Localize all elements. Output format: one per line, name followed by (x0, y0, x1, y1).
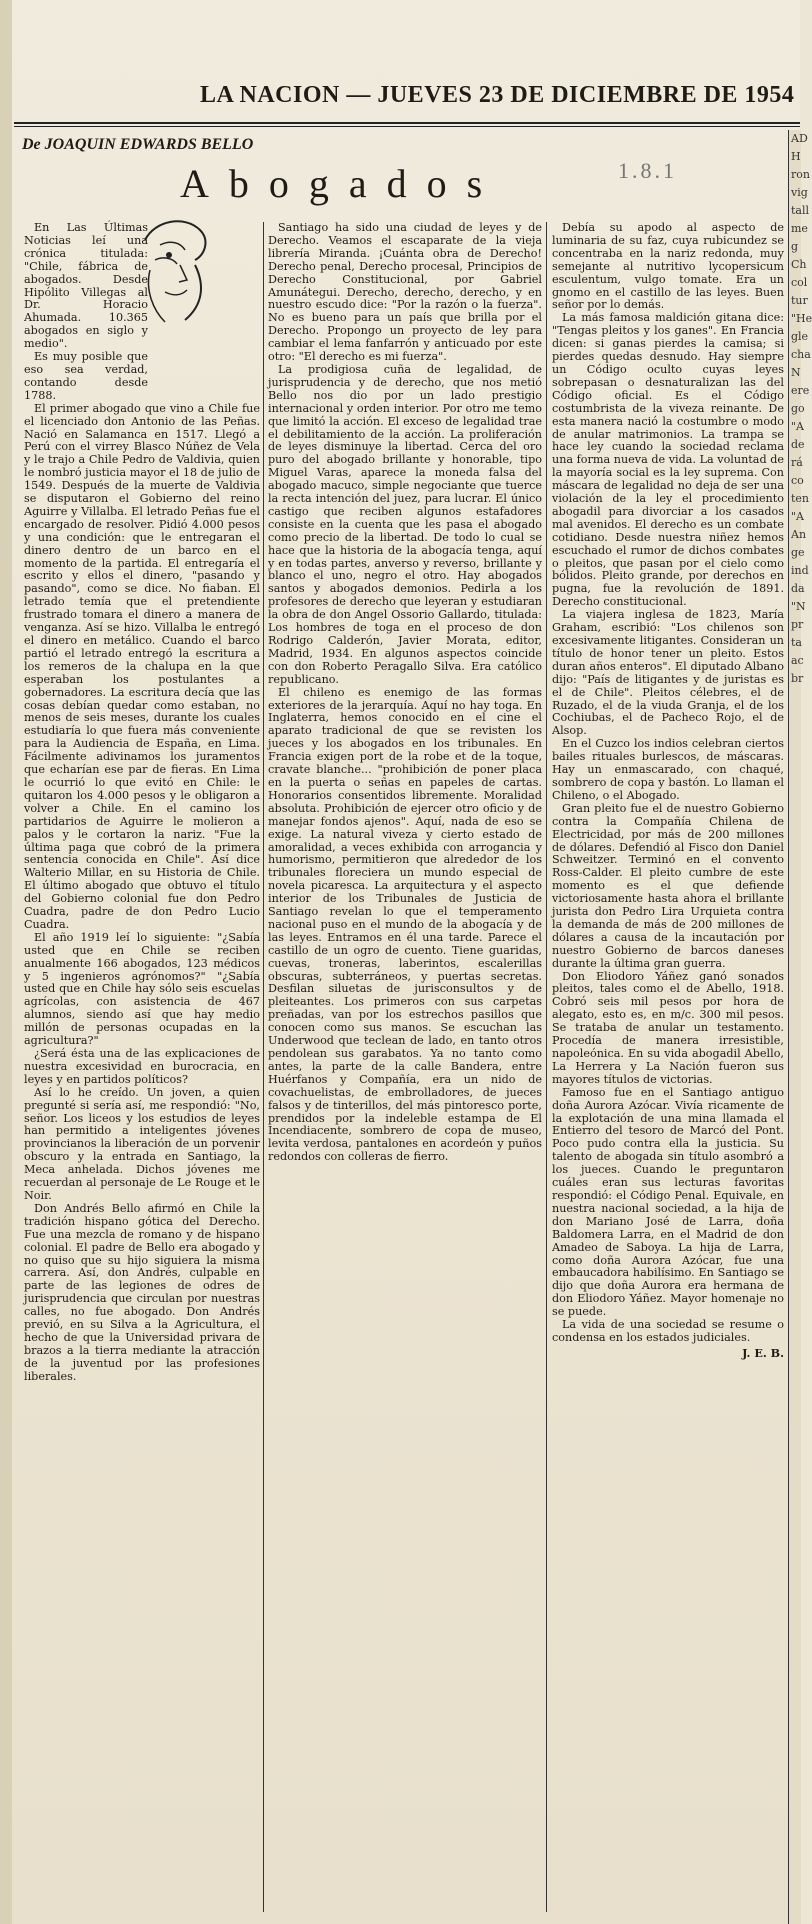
neighbor-fragment: AD (791, 132, 808, 145)
neighbor-fragment: col (791, 276, 808, 289)
paragraph: La viajera inglesa de 1823, María Graham, escribió: "Los chilenos son excesivamente litigantes. Consideran un título de honor tener un pleito. Estos duran años enteros". El diputado Albano dijo: "País de litigantes y de juristas es el de Chile". Pleitos célebres, el de Ruzado, el de la viuda Granja, el de los Cochiubas, el de Pacheco Rojo, el de Alsop. (552, 608, 784, 738)
neighbor-fragment: An (791, 528, 807, 541)
article-column-3 (552, 222, 784, 1917)
neighbor-fragment: "He (791, 312, 812, 325)
neighbor-fragment: Ch (791, 258, 807, 271)
neighbor-fragment: ten (791, 492, 810, 505)
author-signature: J. E. B. (742, 1345, 784, 1360)
paragraph: Debía su apodo al aspecto de luminaria de su faz, cuya rubicundez se concentraba en la nariz redonda, muy semejante al nutritivo lycopersicum esculentum, vulgo tomate. Era un gnomo en el castillo de las leyes. Buen señor por lo demás. (552, 221, 784, 312)
neighbor-fragment: ta (791, 636, 802, 649)
newspaper-masthead: LA NACION — JUEVES 23 DE DICIEMBRE DE 1954 (200, 82, 795, 108)
paragraph: Es muy posible que eso sea verdad, contando desde 1788. (24, 350, 148, 402)
neighbor-fragment: ac (791, 654, 804, 667)
neighbor-fragment: pr (791, 618, 804, 631)
masthead-rule (14, 122, 800, 124)
paper-edge (0, 0, 12, 1924)
neighbor-fragment: de (791, 438, 805, 451)
paragraph: La más famosa maldición gitana dice: "Tengas pleitos y los ganes". En Francia dicen: si ganas pierdes la camisa; si pierdes quedas desnudo. Hay siempre un Código oculto cuyas leyes sobrepasan o desnaturalizan las del Código oficial. Es el Código costumbrista de la viveza reinante. De esta manera nació la costumbre o modo de anular matrimonios. La trampa se hace ley cuando la sociedad reclama una forma nueva de vida. La voluntad de la mayoría social es la ley suprema. Con máscara de legalidad no deja de ser una violación de la ley el procedimiento abogadil para divorciar a los casados mal avenidos. El derecho es un combate cotidiano. Desde nuestra niñez hemos escuchado el rumor de dichos combates o pleitos, que pasan por el cielo como bólidos. Pleito grande, por derechos en pugna, fue la revolución de 1891. Derecho constitucional. (552, 311, 784, 609)
paragraph: Don Andrés Bello afirmó en Chile la tradición hispano gótica del Derecho. Fue una mezcla de romano y de hispano colonial. El padre de Bello era abogado y no quiso que su hijo siguiera la misma carrera. Así, don Andrés, culpable en parte de las legiones de odres de jurisprudencia que circulan por nuestras calles, no fue abogado. Don Andrés previó, en su Silva a la Agricultura, el hecho de que la Universidad privara de brazos a la tierra mediante la atracción de la juventud por las profesiones liberales. (24, 1201, 260, 1383)
paragraph: El año 1919 leí lo siguiente: "¿Sabía usted que en Chile se reciben anualmente 166 abogados, 123 médicos y 5 ingenieros agrónomos?" "¿Sabía usted que en Chile hay sólo seis escuelas agrícolas, con asistencia de 467 alumnos, siendo así que hay medio millón de personas ocupadas en la agricultura?" (24, 930, 260, 1048)
paragraph: El primer abogado que vino a Chile fue el licenciado don Antonio de las Peñas. Nació en Salamanca en 1517. Llegó a Perú con el virrey Blasco Núñez de Vela y le trajo a Chile Pedro de Valdivia, quien le nombró justicia mayor el 18 de julio de 1549. Después de la muerte de Valdivia se disputaron el Gobierno del reino Aguirre y Villalba. El letrado Peñas fue el encargado de resolver. Pidió 4.000 pesos y una condición: que le entregaran el dinero dentro de un barco en el momento de la partida. El entregaría el escrito y ellos el dinero, "pasando y pasando", como se dice. No fiaban. El letrado temía que el pretendiente frustrado tomara el dinero a manera de venganza. Así se hizo. Villalba le entregó el dinero en metálico. Cuando el barco partió el letrado entregó la escritura a los remeros de la chalupa en la que esperaban los postulantes a gobernadores. La escritura decía que las cosas debían quedar como estaban, no menos de seis meses, durante los cuales estudiaría lo que fuera más conveniente para la Audiencia de España, en Lima. Fácilmente adivinamos los juramentos que echarían ese par de fieras. En Lima le ocurrió lo que evitó en Chile: le quitaron los 4.000 pesos y le obligaron a volver a Chile. En el camino los partidarios de Aguirre le molieron a palos y le cortaron la nariz. "Fue la última paga que cobró de la primera sentencia conocida en Chile". Así dice Walterio Millar, en su Historia de Chile. El último abogado que obtuvo el título del Gobierno colonial fue don Pedro Cuadra, padre de don Pedro Lucio Cuadra. (24, 401, 260, 931)
article-headline: Abogados (180, 161, 503, 206)
neighbor-fragment: rá (791, 456, 803, 469)
paragraph: El chileno es enemigo de las formas exteriores de la jerarquía. Aquí no hay toga. En Inglaterra, hemos conocido en el cine el aparato tradicional de que se revisten los jueces y los abogados en los tribunales. En Francia exigen port de la robe et de la toque, cravate blanche... "prohibición de poner placa en la puerta o señas en papeles de cartas. Honorarios consentidos libremente. Moralidad absoluta. Prohibición de ejercer otro oficio y de manejar fondos ajenos". Aquí, nada de eso se exige. La natural viveza y cierto estado de amoralidad, a veces exhibida con arrogancia y humorismo, permitieron que alrededor de los tribunales floreciera un mundo especial de novela picaresca. La arquitectura y el aspecto interior de los Tribunales de Justicia de Santiago revelan lo que el temperamento nacional puso en el mundo de la abogacía y de las leyes. Entramos en él una tarde. Parece el castillo de un ogro de cuento. Tiene guaridas, cuevas, troneras, laberintos, escalerillas obscuras, subterráneos, y puertas secretas. Desfilan siluetas de jurisconsultos y de pleiteantes. Los primeros con sus carpetas preñadas, van por los estrechos pasillos que conocen como sus manos. Se escuchan las Underwood que teclean de lado, en tanto otros pendolean sus garabatos. Ya no tanto como antes, la parte de la calle Bandera, entre Huérfanos y Compañía, era un nido de covachuelistas, de embrolladores, de jueces falsos y de tinterillos, del más pintoresco porte, prendidos por la indeleble estampa de El Incendiacente, sombrero de copa de museo, levita verdosa, pantalones en acordeón y puños redondos con colleras de fierro. (268, 685, 542, 1164)
neighbor-fragment: ron (791, 168, 810, 181)
paragraph: Famoso fue en el Santiago antiguo doña Aurora Azócar. Vivía ricamente de la explotación de una mina llamada el Entierro del tesoro de Marcó del Pont. Poco pudo contra ella la justicia. Su talento de abogada sin título asombró a los jueces. Cuando le preguntaron cuáles eran sus lecturas favoritas respondió: el Código Penal. Equivale, en nuestra nacional sociedad, a la hija de don Mariano José de Larra, doña Baldomera Larra, en el Madrid de don Amadeo de Saboya. La hija de Larra, como doña Aurora Azócar, fue una embaucadora habilísimo. En Santiago se dijo que doña Aurora era hermana de don Eliodoro Yáñez. Mayor homenaje no se puede. (552, 1085, 784, 1319)
paragraph: Santiago ha sido una ciudad de leyes y de Derecho. Veamos el escaparate de la vieja librería Miranda. ¡Cuánta obra de Derecho! Derecho penal, Derecho procesal, Principios de Derecho Constitucional, por Gabriel Amunátegui. Derecho, derecho, derecho, y en nuestro escudo dice: "Por la razón o la fuerza". No es bueno para un país que brilla por el Derecho. Propongo un proyecto de ley para cambiar el lema fanfarrón y anticuado por este otro: "El derecho es mi fuerza". (268, 221, 542, 364)
neighbor-fragment: "N (791, 600, 806, 613)
neighbor-fragment: gle (791, 330, 809, 343)
paragraph: Así lo he creído. Un joven, a quien pregunté si sería así, me respondió: "No, señor. Los liceos y los estudios de leyes han permitido a inteligentes jóvenes provincianos la liberación de un porvenir obscuro y la entrada en Santiago, la Meca anhelada. Dichos jóvenes me recuerdan al personaje de Le Rouge et le Noir. (24, 1085, 260, 1202)
paragraph: ¿Será ésta una de las explicaciones de nuestra excesividad en burocracia, en leyes y en partidos políticos? (24, 1047, 260, 1086)
paragraph: Gran pleito fue el de nuestro Gobierno contra la Compañía Chilena de Electricidad, por más de 200 millones de dólares. Defendió al Fisco don Daniel Schweitzer. Terminó en el convento Ross-Calder. El pleito cumbre de este momento es el que defiende victoriosamente hasta ahora el brillante jurista don Pedro Lira Urquieta contra la demanda de más de 200 millones de dólares a causa de la incautación por nuestro Gobierno de barcos daneses durante la última gran guerra. (552, 801, 784, 970)
column-divider (263, 222, 264, 1912)
article-column-2 (268, 222, 542, 1917)
column-divider (546, 222, 547, 1912)
portrait-space (148, 222, 260, 382)
neighbor-fragment: H (791, 150, 801, 163)
adjacent-article-fragment (788, 130, 812, 1924)
neighbor-fragment: co (791, 474, 804, 487)
neighbor-fragment: cha (791, 348, 811, 361)
neighbor-fragment: ind (791, 564, 809, 577)
neighbor-fragment: ge (791, 546, 805, 559)
neighbor-fragment: br (791, 672, 804, 685)
neighbor-fragment: me (791, 222, 808, 235)
paragraph: En Las Últimas Noticias leí una crónica titulada: "Chile, fábrica de abogados. Desde Hipólito Villegas al Dr. Horacio Ahumada. 10.365 abogados en siglo y medio". (24, 221, 148, 351)
neighbor-fragment: ere (791, 384, 810, 397)
paragraph: La vida de una sociedad se resume o condensa en los estados judiciales. (552, 1318, 784, 1344)
article-column-1 (24, 222, 260, 1917)
paragraph: En el Cuzco los indios celebran ciertos bailes rituales burlescos, de máscaras. Hay un enmascarado, con chaqué, sombrero de copa y bastón. Lo llaman el Chileno, o el Abogado. (552, 737, 784, 802)
neighbor-fragment: "A (791, 510, 805, 523)
paragraph: La prodigiosa cuña de legalidad, de jurisprudencia y de derecho, que nos metió Bello nos dio por un lado prestigio internacional y orden interior. Por otro me temo que limitó la acción. El exceso de legalidad trae el debilitamiento de la acción. La proliferación de leyes disminuye la libertad. Cerca del oro puro del abogado brillante y honorable, tipo Miguel Varas, aparece la moneda falsa del abogado macuco, simple negociante que tuerce la recta intención del juez, para lucrar. El único castigo que reciben algunos estafadores consiste en la cuenta que les pasa el abogado como precio de la libertad. De todo lo cual se hace que la historia de la abogacía tenga, aquí y en todas partes, anverso y reverso, brillante y blanco el uno, negro el otro. Hay abogados santos y abogados demonios. Pedirla a los profesores de derecho que leyeran y estudiaran la obra de don Angel Ossorio Gallardo, titulada: Los hombres de toga en el proceso de don Rodrigo Calderón, Javier Morata, editor, Madrid, 1934. En algunos aspectos coincide con don Roberto Peragallo Silva. Era católico republicano. (268, 362, 542, 686)
neighbor-fragment: da (791, 582, 805, 595)
neighbor-fragment: tur (791, 294, 808, 307)
handwritten-mark: 1.8.1 (618, 158, 677, 183)
neighbor-fragment: go (791, 402, 805, 415)
neighbor-fragment: vig (791, 186, 808, 199)
neighbor-fragment: tall (791, 204, 810, 217)
paragraph: Don Eliodoro Yáñez ganó sonados pleitos, tales como el de Abello, 1918. Cobró seis mil pesos por hora de alegato, esto es, en m/c. 300 mil pesos. Se trataba de anular un testamento. Procedía de manera irresistible, napoleónica. En su vida abogadil Abello, La Herrera y La Nación fueron sus mayores títulos de victorias. (552, 969, 784, 1086)
neighbor-fragment: g (791, 240, 799, 253)
neighbor-fragment: "A (791, 420, 805, 433)
masthead-rule-thin (14, 126, 800, 127)
article-byline: De JOAQUIN EDWARDS BELLO (22, 136, 254, 153)
neighbor-fragment: N (791, 366, 801, 379)
